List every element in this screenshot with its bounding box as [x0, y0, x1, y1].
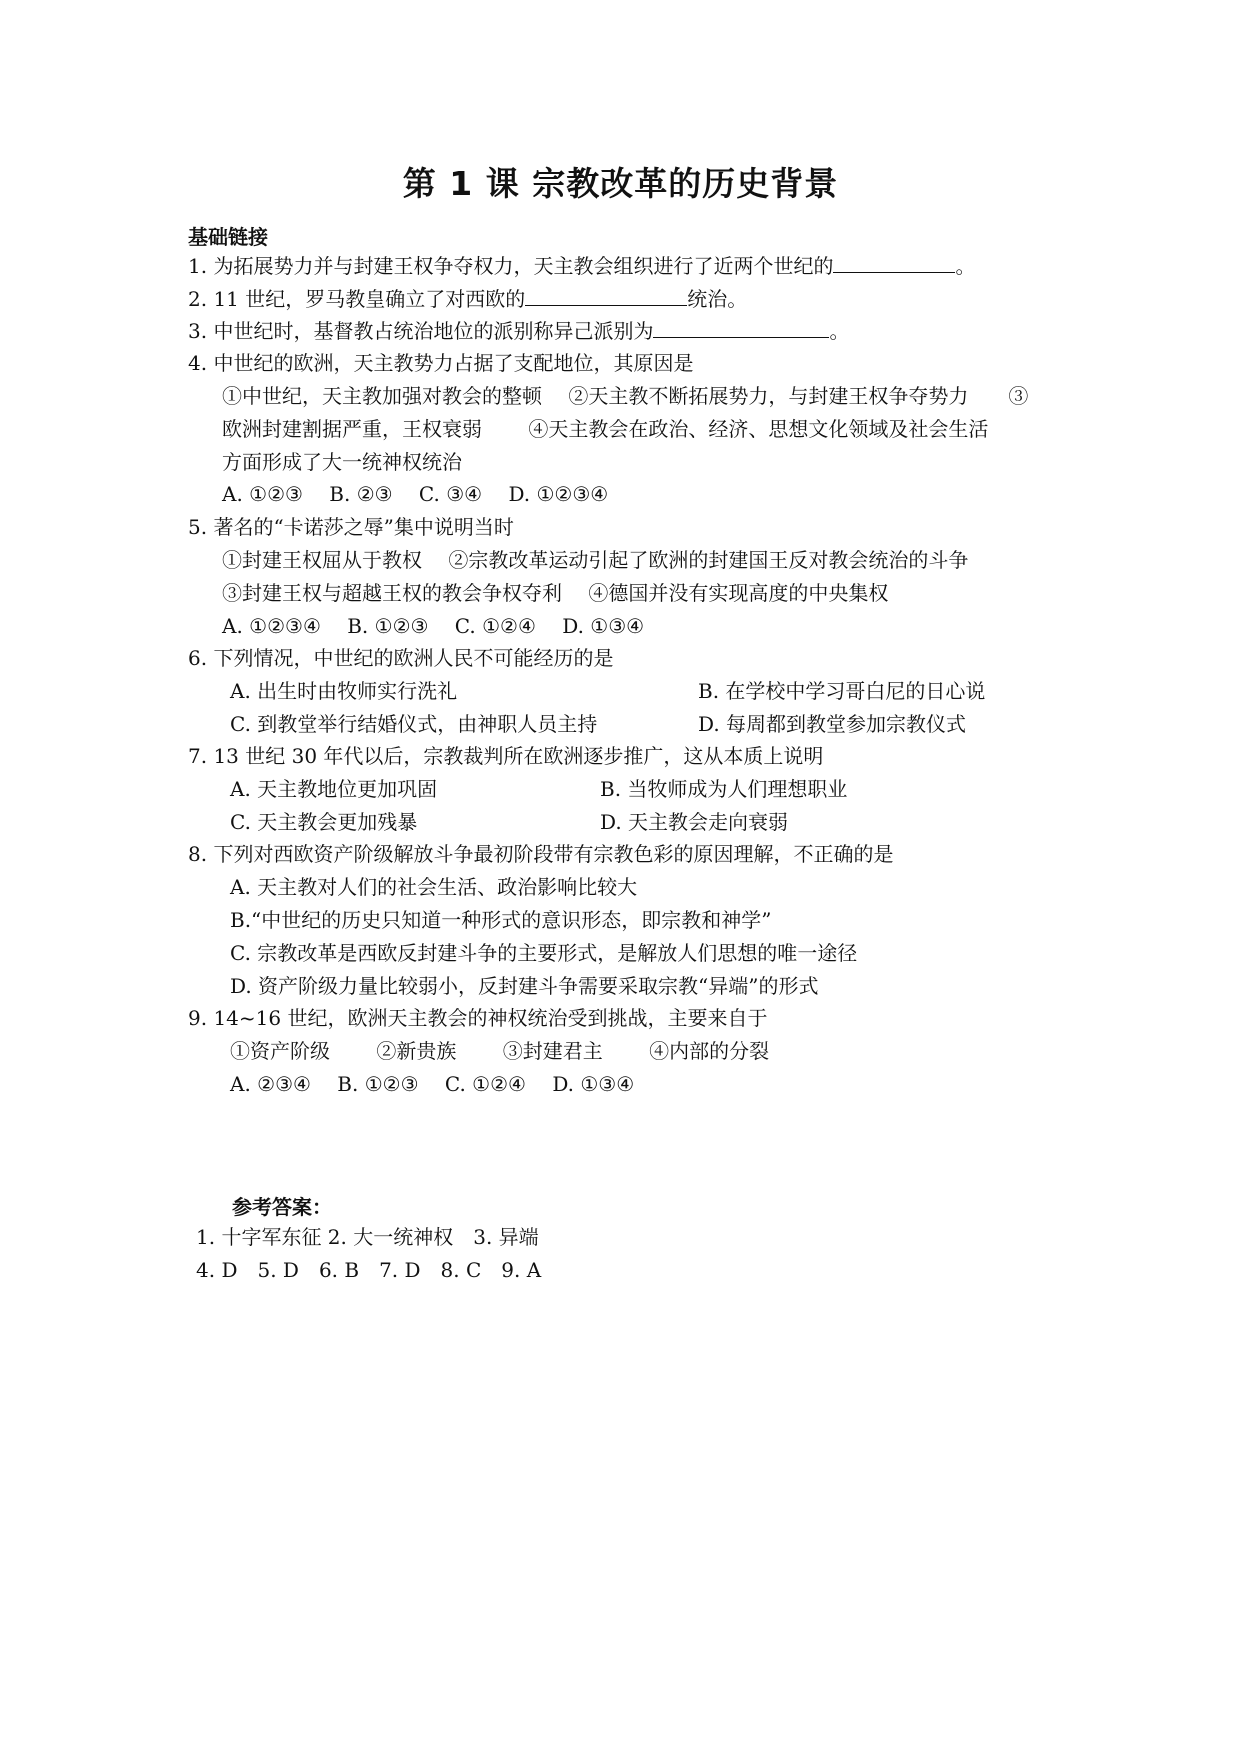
question-8-option-a: A. 天主教对人们的社会生活、政治影响比较大	[230, 875, 638, 899]
question-2	[188, 286, 747, 312]
question-7-option-a: A. 天主教地位更加巩固	[230, 777, 438, 801]
question-4-line-2: 欧洲封建割据严重，王权衰弱 ④天主教会在政治、经济、思想文化领域及社会生活	[222, 417, 989, 441]
question-1	[188, 253, 975, 279]
question-text: 11 世纪，罗马教皇确立了对西欧的	[213, 287, 526, 311]
question-end: 。	[829, 319, 850, 343]
question-text: 下列对西欧资产阶级解放斗争最初阶段带有宗教色彩的原因理解，不正确的是	[213, 842, 894, 866]
question-7-option-b: B. 当牧师成为人们理想职业	[600, 777, 848, 801]
answer-blank	[653, 319, 829, 338]
question-6-option-b: B. 在学校中学习哥白尼的日心说	[698, 679, 986, 703]
question-number: 3.	[188, 319, 208, 343]
question-number: 5.	[188, 515, 208, 539]
question-text: 下列情况，中世纪的欧洲人民不可能经历的是	[213, 646, 614, 670]
question-end: 统治。	[687, 287, 748, 311]
question-8-stem	[188, 841, 893, 867]
question-4-stem	[188, 350, 693, 376]
question-9-options: A. ②③④ B. ①②③ C. ①②④ D. ①③④	[230, 1072, 635, 1096]
question-3	[188, 318, 849, 344]
answer-key-line-1: 1. 十字军东征 2. 大一统神权 3. 异端	[196, 1225, 539, 1249]
question-text: 为拓展势力并与封建王权争夺权力，天主教会组织进行了近两个世纪的	[213, 254, 834, 278]
question-5-options: A. ①②③④ B. ①②③ C. ①②④ D. ①③④	[222, 614, 645, 638]
page-title: 第 1 课 宗教改革的历史背景	[402, 164, 839, 203]
question-number: 2.	[188, 287, 208, 311]
question-4-options: A. ①②③ B. ②③ C. ③④ D. ①②③④	[222, 482, 609, 506]
question-number: 7.	[188, 744, 208, 768]
question-text: 中世纪时，基督教占统治地位的派别称异己派别为	[213, 319, 654, 343]
question-9-line-1: ①资产阶级 ②新贵族 ③封建君主 ④内部的分裂	[230, 1039, 770, 1063]
question-6-stem	[188, 645, 613, 671]
question-6-option-d: D. 每周都到教堂参加宗教仪式	[698, 712, 967, 736]
question-6-option-c: C. 到教堂举行结婚仪式，由神职人员主持	[230, 712, 598, 736]
question-8-option-b: B.“中世纪的历史只知道一种形式的意识形态，即宗教和神学”	[230, 908, 772, 932]
answer-key-line-2: 4. D 5. D 6. B 7. D 8. C 9. A	[196, 1258, 542, 1282]
question-5-line-1: ①封建王权屈从于教权 ②宗教改革运动引起了欧洲的封建国王反对教会统治的斗争	[222, 548, 969, 572]
question-4-line-3: 方面形成了大一统神权统治	[222, 450, 462, 474]
question-7-stem	[188, 743, 823, 769]
question-9-stem	[188, 1005, 767, 1031]
question-text: 14~16 世纪，欧洲天主教会的神权统治受到挑战，主要来自于	[213, 1006, 768, 1030]
section-heading: 基础链接	[188, 225, 268, 249]
question-5-line-2: ③封建王权与超越王权的教会争权夺利 ④德国并没有实现高度的中央集权	[222, 581, 889, 605]
question-number: 8.	[188, 842, 208, 866]
question-text: 著名的“卡诺莎之辱”集中说明当时	[213, 515, 514, 539]
question-8-option-d: D. 资产阶级力量比较弱小，反封建斗争需要采取宗教“异端”的形式	[230, 974, 819, 998]
question-7-option-c: C. 天主教会更加残暴	[230, 810, 418, 834]
question-7-option-d: D. 天主教会走向衰弱	[600, 810, 789, 834]
question-end: 。	[955, 254, 976, 278]
question-4-line-1: ①中世纪，天主教加强对教会的整顿 ②天主教不断拓展势力，与封建王权争夺势力 ③	[222, 384, 1029, 408]
question-8-option-c: C. 宗教改革是西欧反封建斗争的主要形式，是解放人们思想的唯一途径	[230, 941, 858, 965]
question-6-option-a: A. 出生时由牧师实行洗礼	[230, 679, 458, 703]
question-text: 13 世纪 30 年代以后，宗教裁判所在欧洲逐步推广，这从本质上说明	[213, 744, 824, 768]
answer-blank	[525, 287, 687, 306]
question-text: 中世纪的欧洲，天主教势力占据了支配地位，其原因是	[213, 351, 694, 375]
answer-blank	[833, 254, 955, 273]
question-number: 9.	[188, 1006, 208, 1030]
question-number: 6.	[188, 646, 208, 670]
question-number: 4.	[188, 351, 208, 375]
question-5-stem	[188, 514, 514, 540]
question-number: 1.	[188, 254, 208, 278]
answer-key-heading: 参考答案：	[232, 1195, 332, 1219]
